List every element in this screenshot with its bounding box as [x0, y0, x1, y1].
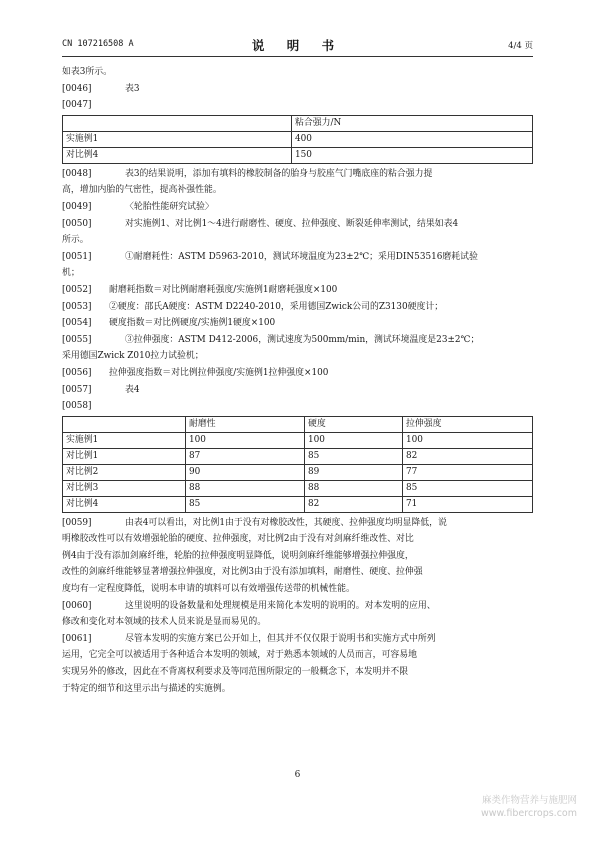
table-cell: 150	[292, 147, 533, 163]
paragraph-0055	[62, 332, 533, 349]
table-4	[62, 416, 533, 513]
table-cell: 实施例1	[63, 432, 186, 448]
paragraph-0050	[62, 216, 533, 233]
paragraph-number: [0051]	[62, 251, 92, 262]
table-cell: 实施例1	[63, 131, 292, 147]
document-body	[62, 64, 533, 697]
text-line: 改性的剑麻纤维能够显著增强拉伸强度，对比例3由于没有添加填料，耐磨性、硬度、拉伸强	[62, 567, 423, 578]
table-cell: 88	[305, 480, 403, 496]
table-row	[63, 147, 533, 163]
page-count: 4/4 页	[508, 41, 533, 51]
paragraph-number: [0048]	[62, 168, 92, 179]
table-row	[63, 131, 533, 147]
watermark-url: www.fibercrops.com	[480, 808, 577, 819]
page-number: 6	[294, 770, 301, 780]
table-cell: 82	[305, 496, 403, 512]
paragraph-text: ②硬度：邵氏A硬度：ASTM D2240-2010，采用德国Zwick公司的Z3130硬度计；	[109, 301, 444, 312]
paragraph-0060	[62, 598, 533, 615]
paragraph-number: [0056]	[62, 367, 92, 378]
paragraph-number: [0059]	[62, 517, 92, 528]
text-line: 实现另外的修改，因此在不背离权利要求及等同范围所限定的一般概念下，本发明并不限	[62, 667, 409, 678]
watermark-text: 麻类作物营养与施肥网	[481, 795, 577, 806]
table-cell: 87	[186, 448, 305, 464]
table-cell: 85	[403, 480, 533, 496]
table-row	[63, 448, 533, 464]
table-cell	[63, 416, 186, 432]
document-title: 说 明 书	[251, 38, 344, 53]
paragraph-text: 拉伸强度指数＝对比例拉伸强度/实施例1拉伸强度×100	[109, 367, 329, 378]
text-line: 如表3所示。	[62, 67, 113, 77]
text-line: 修改和变化对本领域的技术人员来说是显而易见的。	[62, 617, 267, 628]
table-cell: 对比例4	[63, 496, 186, 512]
paragraph-text: ①耐磨耗性：ASTM D5963-2010，测试环境温度为23±2℃；采用DIN53516磨耗试验	[125, 251, 478, 262]
table-cell: 100	[186, 432, 305, 448]
paragraph-0051	[62, 249, 533, 266]
paragraph-0057	[62, 382, 533, 399]
paragraph-0048	[62, 166, 533, 183]
paragraph-text: 表4	[125, 384, 140, 395]
table-cell: 77	[403, 464, 533, 480]
paragraph-0046	[62, 81, 533, 98]
paragraph-text: 耐磨耗指数＝对比例耐磨耗强度/实施例1耐磨耗强度×100	[109, 284, 338, 295]
paragraph-0047	[62, 97, 533, 114]
watermark	[481, 794, 577, 820]
text-line: 机；	[62, 268, 80, 279]
paragraph-number: [0049]	[62, 201, 92, 212]
paragraph-number: [0050]	[62, 218, 92, 229]
paragraph-text: 这里说明的设备数量和处理规模是用来简化本发明的说明的。对本发明的应用、	[125, 600, 436, 611]
table-cell: 90	[186, 464, 305, 480]
paragraph-0053	[62, 299, 533, 316]
paragraph-0054	[62, 315, 533, 332]
table-cell: 硬度	[305, 416, 403, 432]
table-cell: 82	[403, 448, 533, 464]
paragraph-text: 〈轮胎性能研究试验〉	[125, 201, 214, 212]
table-header-row	[63, 416, 533, 432]
paragraph-number: [0061]	[62, 633, 92, 644]
table-cell: 100	[403, 432, 533, 448]
text-line: 于特定的细节和这里示出与描述的实施例。	[62, 683, 231, 694]
paragraph-number: [0060]	[62, 600, 92, 611]
table-row	[63, 432, 533, 448]
table-3	[62, 115, 533, 164]
table-cell	[63, 115, 292, 131]
table-cell: 拉伸强度	[403, 416, 533, 432]
paragraph-0056	[62, 365, 533, 382]
paragraph-text: 对实施例1、对比例1～4进行耐磨性、硬度、拉伸强度、断裂延伸率测试，结果如表4	[125, 218, 459, 229]
text-line: 所示。	[62, 235, 89, 246]
paragraph-number: [0054]	[62, 318, 92, 329]
paragraph-text: 表3	[125, 83, 140, 94]
paragraph-number: [0055]	[62, 334, 92, 345]
paragraph-0049	[62, 199, 533, 216]
table-cell: 粘合强力/N	[292, 115, 533, 131]
table-cell: 89	[305, 464, 403, 480]
table-cell: 85	[186, 496, 305, 512]
paragraph-number: [0053]	[62, 301, 92, 312]
patent-number: CN 107216508 A	[62, 39, 134, 49]
page-header	[62, 36, 533, 52]
header-divider	[62, 56, 533, 57]
table-cell: 耐磨性	[186, 416, 305, 432]
paragraph-number: [0046]	[62, 83, 92, 94]
table-row	[63, 496, 533, 512]
paragraph-text: ③拉伸强度：ASTM D412-2006，测试速度为500mm/min，测试环境温度是23±2℃；	[125, 334, 480, 345]
paragraph-text: 由表4可以看出，对比例1由于没有对橡胶改性，其硬度、拉伸强度均明显降低，说	[125, 517, 447, 528]
paragraph-text: 尽管本发明的实施方案已公开如上，但其并不仅仅限于说明书和实施方式中所列	[125, 633, 436, 644]
text-line: 明橡胶改性可以有效增强轮胎的硬度、拉伸强度，对比例2由于没有对剑麻纤维改性、对比	[62, 534, 414, 545]
table-cell: 85	[305, 448, 403, 464]
paragraph-number: [0047]	[62, 100, 92, 111]
text-line: 运用，它完全可以被适用于各种适合本发明的领域，对于熟悉本领域的人员而言，可容易地	[62, 650, 417, 661]
paragraph-number: [0057]	[62, 384, 92, 395]
text-line: 采用德国Zwick Z010拉力试验机；	[62, 351, 204, 362]
text-line: 例4由于没有添加剑麻纤维，轮胎的拉伸强度明显降低，说明剑麻纤维能够增强拉伸强度，	[62, 550, 414, 561]
table-cell: 100	[305, 432, 403, 448]
table-cell: 400	[292, 131, 533, 147]
paragraph-number: [0058]	[62, 401, 92, 412]
paragraph-number: [0052]	[62, 284, 92, 295]
table-cell: 88	[186, 480, 305, 496]
table-cell: 对比例1	[63, 448, 186, 464]
paragraph-text: 硬度指数＝对比例硬度/实施例1硬度×100	[109, 318, 276, 329]
table-header-row	[63, 115, 533, 131]
table-cell: 71	[403, 496, 533, 512]
paragraph-0058	[62, 398, 533, 415]
table-cell: 对比例4	[63, 147, 292, 163]
table-cell: 对比例3	[63, 480, 186, 496]
table-cell: 对比例2	[63, 464, 186, 480]
paragraph-0059	[62, 515, 533, 532]
paragraph-0061	[62, 631, 533, 648]
paragraph-text: 表3的结果说明，添加有填料的橡胶制备的胎身与胶座气门嘴底座的粘合强力提	[125, 168, 433, 179]
table-row	[63, 464, 533, 480]
table-row	[63, 480, 533, 496]
paragraph-0052	[62, 282, 533, 299]
text-line: 高，增加内胎的气密性，提高补强性能。	[62, 185, 222, 196]
text-line: 度均有一定程度降低，说明本申请的填料可以有效增强传送带的机械性能。	[62, 584, 355, 595]
